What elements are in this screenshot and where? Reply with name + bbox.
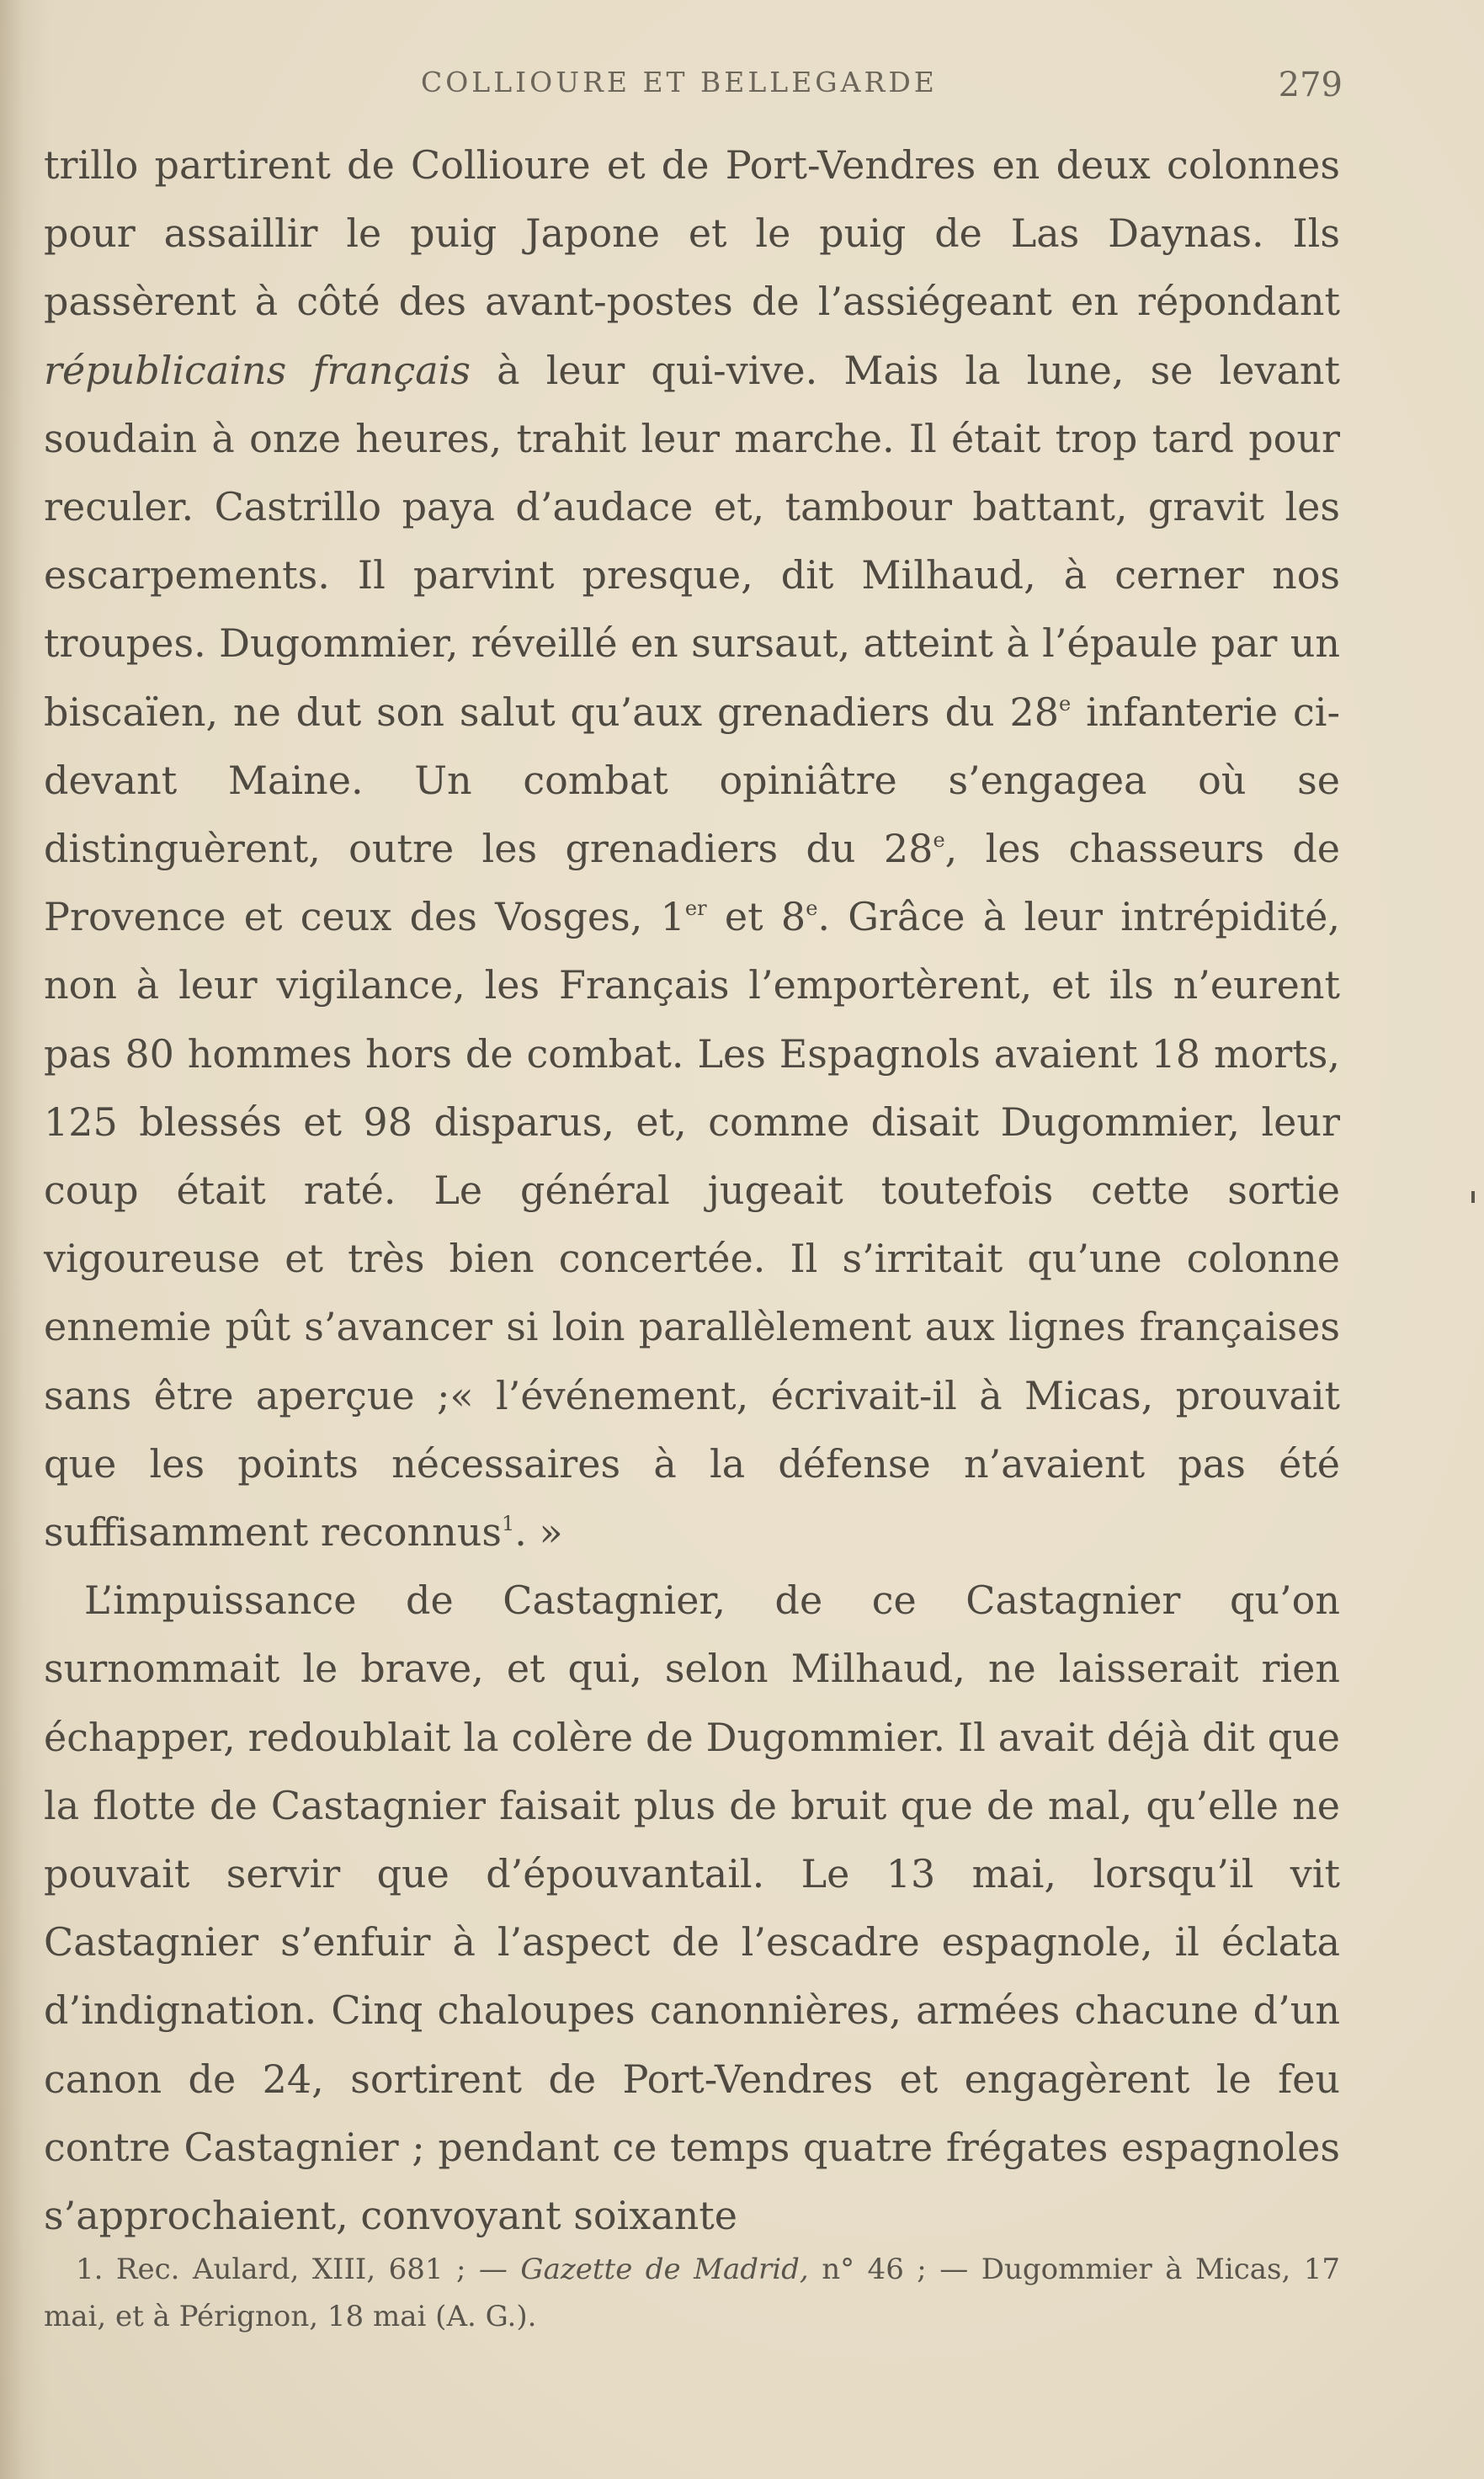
text-run: et 8 bbox=[724, 894, 806, 940]
superscript: e bbox=[806, 896, 818, 921]
text-run: , les chasseurs de Provence et ceux des Vosges, 1 bbox=[44, 826, 1340, 940]
text-run: . Grâce à leur intrépidité, non à leur vigilance, les Français l’emportèrent, et ils n’eurent pas 80 hommes hors de combat. Les Espagnols avaient 18 morts, 125 blessés et 98 disparus, et, comme disait Dugommier, leur coup était raté. Le général jugeait toutefois cette sortie vigoureuse et très bien concertée. Il s’irritait qu’une colonne ennemie pût s’avancer si loin parallèlement aux lignes françaises sans être aperçue ;« l’événement, écrivait-il à Micas, prouvait que les points nécessaires à la défense n’avaient pas été suffisamment reconnus bbox=[44, 894, 1340, 1556]
footnote-text: n° 46 ; — Dugommier à Micas, 17 mai, et à Pérignon, 18 mai (A. G.). bbox=[44, 2253, 1341, 2333]
text-run: trillo partirent de Collioure et de Port-Vendres en deux colonnes pour assaillir le puig Japone et le puig de Las Daynas. Ils passèrent à côté des avant-postes de l’assiégeant en répondant bbox=[44, 142, 1340, 325]
superscript: e bbox=[1059, 691, 1072, 716]
running-title: COLLIOURE ET BELLEGARDE bbox=[421, 66, 938, 98]
footnotes bbox=[44, 2246, 1340, 2340]
page-number: 279 bbox=[1278, 66, 1343, 104]
footnote-italic: Gazette de Madrid, bbox=[520, 2253, 809, 2286]
superscript: e bbox=[933, 828, 945, 853]
margin-mark bbox=[1471, 1191, 1475, 1203]
text-run: infanterie ci-devant Maine. Un combat opiniâtre s’engagea où se distinguèrent, outre les grenadiers du 28 bbox=[44, 689, 1340, 872]
footnote-1 bbox=[44, 2246, 1340, 2340]
page-header bbox=[0, 66, 1484, 116]
text-run: à leur qui-vive. Mais la lune, se levant soudain à onze heures, trahit leur marche. Il était trop tard pour reculer. Castrillo paya d’audace et, tambour battant, gravit les escarpements. Il parvint presque, dit Milhaud, à cerner nos troupes. Dugommier, réveillé en sursaut, atteint à l’épaule par un biscaïen, ne dut son salut qu’aux grenadiers du 28 bbox=[44, 347, 1341, 735]
text-run: . » bbox=[514, 1509, 563, 1556]
footnote-text: 1. Rec. Aulard, XIII, 681 ; — bbox=[76, 2253, 508, 2286]
body-text bbox=[44, 131, 1340, 2250]
footnote-ref[interactable]: 1 bbox=[502, 1512, 515, 1536]
paragraph-2: L’impuissance de Castagnier, de ce Castagnier qu’on surnommait le brave, et qui, selon Milhaud, ne laisserait rien échapper, redoublait la colère de Dugommier. Il avait déjà dit que la flotte de Castagnier faisait plus de bruit que de mal, qu’elle ne pouvait servir que d’épouvantail. Le 13 mai, lorsqu’il vit Castagnier s’enfuir à l’aspect de l’escadre espagnole, il éclata d’indignation. Cinq chaloupes canonnières, armées chacune d’un canon de 24, sortirent de Port-Vendres et engagèrent le feu contre Castagnier ; pendant ce temps quatre frégates espagnoles s’approchaient, convoyant soixante bbox=[44, 1577, 1340, 2239]
superscript: er bbox=[684, 896, 707, 921]
paragraph-1 bbox=[44, 131, 1340, 1567]
italic-phrase: républicains français bbox=[44, 347, 471, 393]
